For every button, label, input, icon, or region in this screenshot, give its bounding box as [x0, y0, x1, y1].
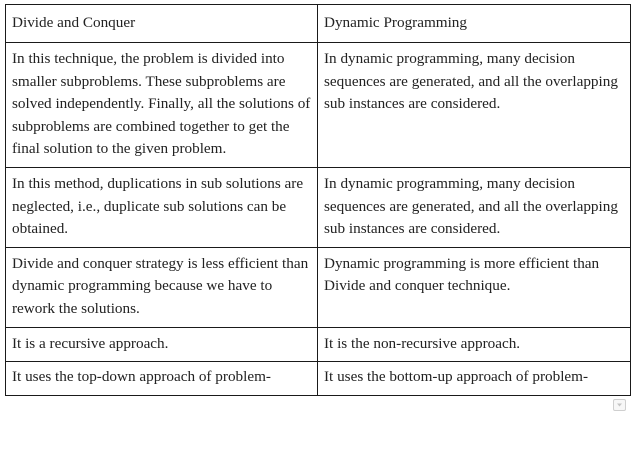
chevron-down-icon-glyph	[614, 400, 625, 410]
table-row	[6, 167, 631, 247]
table-row	[6, 362, 631, 396]
table-cell-dc: It is a recursive approach.	[6, 327, 318, 362]
table-row	[6, 247, 631, 327]
header-dynamic-programming: Dynamic Programming	[318, 5, 631, 43]
header-row	[6, 5, 631, 43]
table-row	[6, 43, 631, 168]
table-cell-dp: In dynamic programming, many decision sequences are generated, and all the overlapping sub instances are considered.	[318, 43, 631, 168]
table-cell-dp: It is the non-recursive approach.	[318, 327, 631, 362]
table-header	[6, 5, 631, 43]
table-cell-dp: In dynamic programming, many decision sequences are generated, and all the overlapping sub instances are considered.	[318, 167, 631, 247]
table-body	[6, 43, 631, 396]
table-cell-dp: Dynamic programming is more efficient than Divide and conquer technique.	[318, 247, 631, 327]
table-cell-dp: It uses the bottom-up approach of problem-	[318, 362, 631, 396]
table-cell-dc: It uses the top-down approach of problem-	[6, 362, 318, 396]
table-cell-dc: Divide and conquer strategy is less efficient than dynamic programming because we have to rework the solutions.	[6, 247, 318, 327]
comparison-table	[5, 4, 631, 396]
chevron-down-icon[interactable]	[613, 399, 626, 411]
table-cell-dc: In this technique, the problem is divided into smaller subproblems. These subproblems are solved independently. Finally, all the solutions of subproblems are combined together to get the final solution to the given problem.	[6, 43, 318, 168]
header-divide-and-conquer: Divide and Conquer	[6, 5, 318, 43]
table-cell-dc: In this method, duplications in sub solutions are neglected, i.e., duplicate sub solutions can be obtained.	[6, 167, 318, 247]
table-row	[6, 327, 631, 362]
